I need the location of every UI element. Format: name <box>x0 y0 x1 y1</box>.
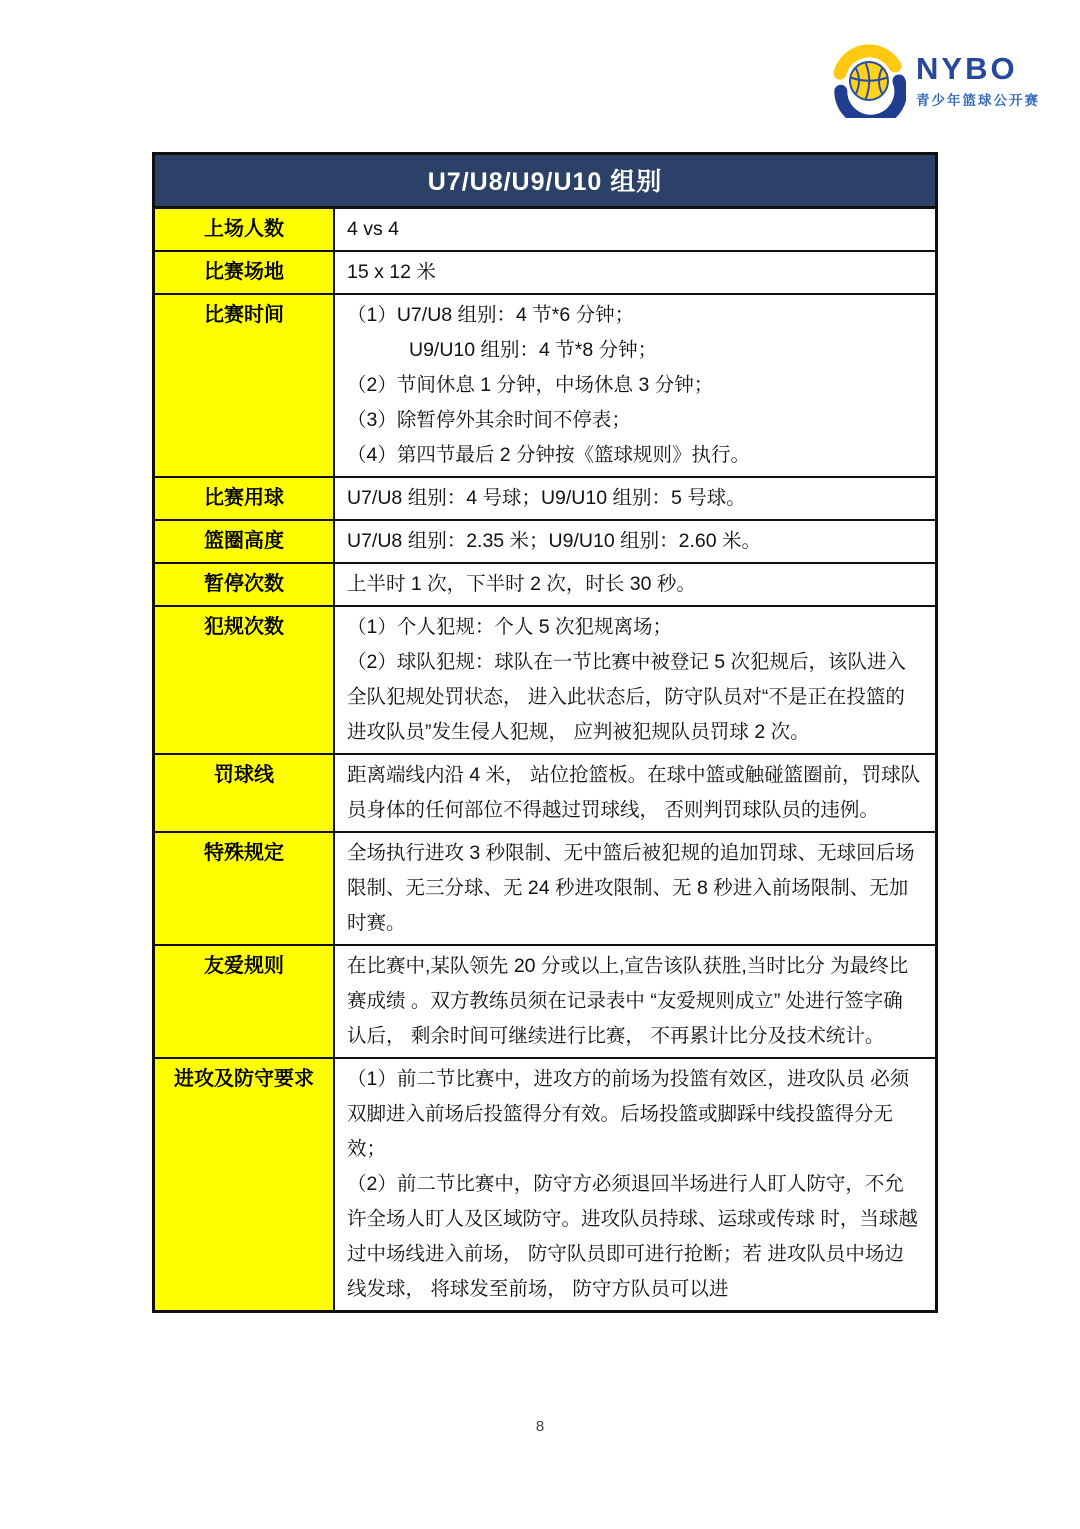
row-label: 友爱规则 <box>155 946 335 1057</box>
row-label: 篮圈高度 <box>155 521 335 562</box>
content-paragraph: 距离端线内沿 4 米， 站位抢篮板。在球中篮或触碰篮圈前，罚球队员身体的任何部位不得越过罚球线， 否则判罚球队员的违例。 <box>347 764 921 821</box>
content-paragraph: （1）个人犯规：个人 5 次犯规离场； <box>347 616 673 638</box>
row-content <box>335 564 935 605</box>
table-row <box>155 1059 935 1310</box>
content-paragraph: 上半时 1 次，下半时 2 次，时长 30 秒。 <box>347 573 696 595</box>
table-row <box>155 478 935 521</box>
logo-tagline: 青少年篮球公开赛 <box>916 92 1040 108</box>
row-content <box>335 946 935 1057</box>
table-row <box>155 946 935 1059</box>
table-title: U7/U8/U9/U10 组别 <box>155 155 935 209</box>
table-row <box>155 755 935 833</box>
content-paragraph: （4）第四节最后 2 分钟按《篮球规则》执行。 <box>347 444 751 466</box>
table-row <box>155 521 935 564</box>
table-row <box>155 564 935 607</box>
row-label: 罚球线 <box>155 755 335 831</box>
row-label: 进攻及防守要求 <box>155 1059 335 1310</box>
nybo-logo <box>832 44 1040 118</box>
content-paragraph: U9/U10 组别：4 节*8 分钟； <box>409 339 658 361</box>
content-paragraph: （3）除暂停外其余时间不停表； <box>347 409 631 431</box>
nybo-basketball-icon <box>832 44 906 118</box>
logo-wordmark: NYBO <box>916 51 1018 87</box>
row-content <box>335 521 935 562</box>
row-content <box>335 209 935 250</box>
content-paragraph: 15 x 12 米 <box>347 261 436 283</box>
row-content <box>335 252 935 293</box>
logo-text <box>916 53 1040 109</box>
row-content <box>335 1059 935 1310</box>
row-content <box>335 755 935 831</box>
table-row <box>155 833 935 946</box>
table-row <box>155 252 935 295</box>
content-paragraph: U7/U8 组别：4 号球；U9/U10 组别：5 号球。 <box>347 487 746 509</box>
content-paragraph: （2）球队犯规：球队在一节比赛中被登记 5 次犯规后，该队进入全队犯规处罚状态， 进入此状态后，防守队员对“不是正在投篮的进攻队员”发生侵人犯规， 应判被犯规队员罚球 2 次。 <box>347 651 907 743</box>
row-label: 犯规次数 <box>155 607 335 753</box>
row-label: 特殊规定 <box>155 833 335 944</box>
row-label: 比赛场地 <box>155 252 335 293</box>
row-label: 比赛时间 <box>155 295 335 476</box>
table-body <box>155 209 935 1310</box>
page-footer <box>0 1418 1080 1436</box>
table-row <box>155 209 935 252</box>
row-content <box>335 833 935 944</box>
row-content <box>335 478 935 519</box>
content-paragraph: （1）U7/U8 组别：4 节*6 分钟； <box>347 304 635 326</box>
table-row <box>155 607 935 755</box>
row-content <box>335 295 935 476</box>
row-label: 上场人数 <box>155 209 335 250</box>
content-paragraph: U7/U8 组别：2.35 米；U9/U10 组别：2.60 米。 <box>347 530 761 552</box>
row-content <box>335 607 935 753</box>
rules-table <box>152 152 938 1313</box>
content-paragraph: （1）前二节比赛中，进攻方的前场为投篮有效区，进攻队员 必须双脚进入前场后投篮得分有效。后场投篮或脚踩中线投篮得分无效； <box>347 1068 910 1160</box>
content-paragraph: 4 vs 4 <box>347 218 400 240</box>
content-paragraph: （2）节间休息 1 分钟，中场休息 3 分钟； <box>347 374 714 396</box>
row-label: 比赛用球 <box>155 478 335 519</box>
row-label: 暂停次数 <box>155 564 335 605</box>
content-paragraph: 在比赛中,某队领先 20 分或以上,宣告该队获胜,当时比分 为最终比赛成绩 。双方教练员须在记录表中 “友爱规则成立” 处进行签字确认后， 剩余时间可继续进行比赛， 不再累计比分及技术统计。 <box>347 955 909 1047</box>
table-row <box>155 295 935 478</box>
content-paragraph: 全场执行进攻 3 秒限制、无中篮后被犯规的追加罚球、无球回后场限制、无三分球、无 24 秒进攻限制、无 8 秒进入前场限制、无加时赛。 <box>347 842 915 934</box>
content-paragraph: （2）前二节比赛中，防守方必须退回半场进行人盯人防守，不允许全场人盯人及区域防守。进攻队员持球、运球或传球 时，当球越过中场线进入前场， 防守队员即可进行抢断；若 进攻队员中场边线发球， 将球发至前场， 防守方队员可以进 <box>347 1173 918 1300</box>
page-number: 8 <box>535 1418 545 1435</box>
